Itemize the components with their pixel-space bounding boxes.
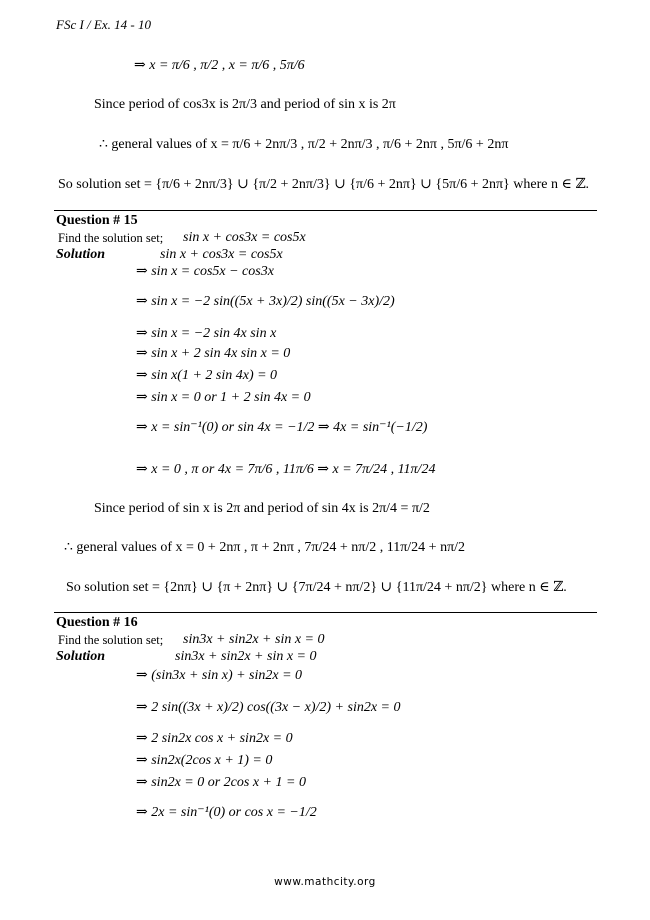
- q16-equation: sin3x + sin2x + sin x = 0: [183, 632, 325, 647]
- divider-1: [54, 210, 597, 211]
- q16-step-1: sin3x + sin2x + sin x = 0: [175, 649, 317, 664]
- top-line-4: So solution set = {π/6 + 2nπ/3} ∪ {π/2 + 2nπ/3} ∪ {π/6 + 2nπ} ∪ {5π/6 + 2nπ} where n ∈ ℤ.: [58, 177, 590, 192]
- q16-find-label: Find the solution set;: [58, 633, 164, 647]
- q16-step-5: ⇒ sin2x(2cos x + 1) = 0: [136, 753, 273, 768]
- q15-step-8: ⇒ x = sin⁻¹(0) or sin 4x = −1/2 ⇒ 4x = sin⁻¹(−1/2): [136, 420, 428, 435]
- q15-step-6: ⇒ sin x(1 + 2 sin 4x) = 0: [136, 368, 278, 383]
- q15-solution-label: Solution: [56, 247, 106, 262]
- q15-step-5: ⇒ sin x + 2 sin 4x sin x = 0: [136, 346, 291, 361]
- q16-step-7: ⇒ 2x = sin⁻¹(0) or cos x = −1/2: [136, 805, 317, 820]
- top-line-1: ⇒ x = π/6 , π/2 , x = π/6 , 5π/6: [134, 58, 305, 73]
- q15-step-1: sin x + cos3x = cos5x: [160, 247, 283, 262]
- q15-step-4: ⇒ sin x = −2 sin 4x sin x: [136, 326, 277, 341]
- top-line-3: ∴ general values of x = π/6 + 2nπ/3 , π/2 + 2nπ/3 , π/6 + 2nπ , 5π/6 + 2nπ: [99, 137, 509, 152]
- q15-general-values: ∴ general values of x = 0 + 2nπ , π + 2nπ , 7π/24 + nπ/2 , 11π/24 + nπ/2: [64, 540, 466, 555]
- q15-step-2: ⇒ sin x = cos5x − cos3x: [136, 264, 274, 279]
- q16-title: Question # 16: [56, 615, 138, 630]
- q16-step-2: ⇒ (sin3x + sin x) + sin2x = 0: [136, 668, 303, 683]
- page-footer: www.mathcity.org: [274, 876, 376, 888]
- q15-equation: sin x + cos3x = cos5x: [183, 230, 306, 245]
- q15-step-3: ⇒ sin x = −2 sin((5x + 3x)/2) sin((5x − 3x)/2): [136, 294, 395, 309]
- top-line-2: Since period of cos3x is 2π/3 and period of sin x is 2π: [94, 97, 396, 112]
- q16-solution-label: Solution: [56, 649, 106, 664]
- q15-title: Question # 15: [56, 213, 138, 228]
- q15-find-label: Find the solution set;: [58, 231, 164, 245]
- q16-step-4: ⇒ 2 sin2x cos x + sin2x = 0: [136, 731, 293, 746]
- q16-step-6: ⇒ sin2x = 0 or 2cos x + 1 = 0: [136, 775, 306, 790]
- q15-step-7: ⇒ sin x = 0 or 1 + 2 sin 4x = 0: [136, 390, 311, 405]
- q15-solution-set: So solution set = {2nπ} ∪ {π + 2nπ} ∪ {7π/24 + nπ/2} ∪ {11π/24 + nπ/2} where n ∈ ℤ.: [66, 580, 567, 595]
- divider-2: [54, 612, 597, 613]
- q16-step-3: ⇒ 2 sin((3x + x)/2) cos((3x − x)/2) + sin2x = 0: [136, 700, 401, 715]
- page-header: FSc I / Ex. 14 - 10: [56, 17, 151, 32]
- q15-step-9: ⇒ x = 0 , π or 4x = 7π/6 , 11π/6 ⇒ x = 7π/24 , 11π/24: [136, 462, 436, 477]
- q15-period: Since period of sin x is 2π and period of sin 4x is 2π/4 = π/2: [94, 501, 430, 516]
